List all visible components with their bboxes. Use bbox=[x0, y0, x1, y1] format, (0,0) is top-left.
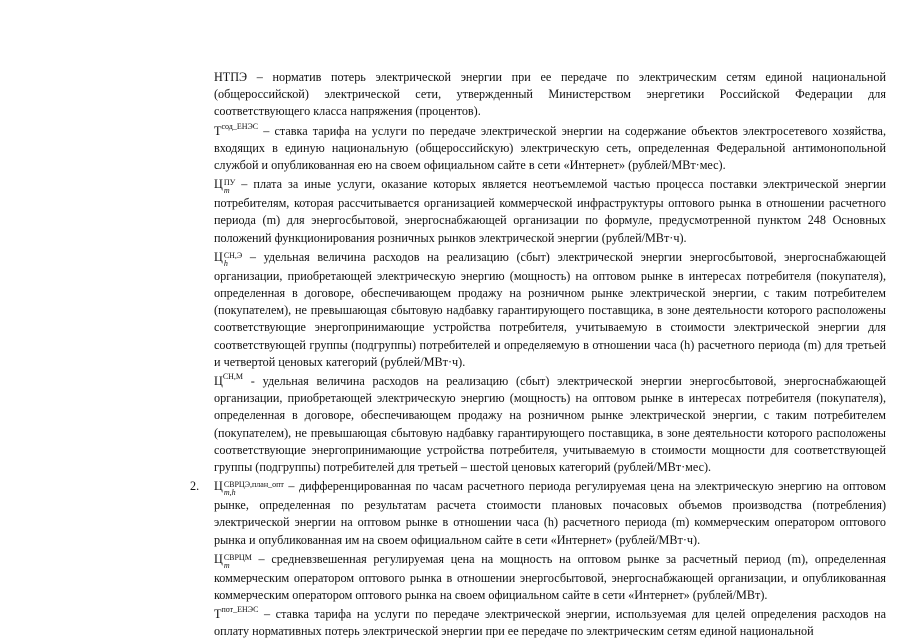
symbol-superscript: СВРЦМ bbox=[223, 552, 252, 562]
list-number: 2. bbox=[190, 479, 200, 494]
definition-text: – удельная величина расходов на реализацию (сбыт) электрической энергии энергосбытовой, энергоснабжающей организации, приобретающей электрическую энергию (мощность) на оптовом рынке в интересах потребителя (покупателя), определенная в договоре, обеспечивающем продажу на розничном рынке электрической энергии, с таким потребителем (покупателем), не превышающая сбытовую надбавку гарантирующего поставщика, в зоне деятельности которого расположены соответствующие энергопринимающие устройства потребителя, учитываемую в стоимости электрической энергии для соответствующей группы (подгруппы) потребителей и определяемую в отношении часа (h) расчетного периода (m) для третьей и четвертой ценовых категорий (рублей/МВт·ч). bbox=[214, 249, 886, 369]
definition-c-svrce-plan-opt bbox=[190, 478, 886, 549]
definition-text: – плата за иные услуги, оказание которых является неотъемлемой частью процесса поставки электрической энергии потребителям, которая рассчитывается организацией коммерческой инфраструктуры оптового рынка в отношении расчетного периода (m) для энергосбытовой, энергоснабжающей организации по формуле, предусмотренной пунктом 248 Основных положений функционирования розничных рынков электрической энергии (рублей/МВт·ч). bbox=[214, 177, 886, 245]
symbol-superscript: СВРЦЭ,план_опт bbox=[223, 480, 284, 490]
symbol-superscript: ПУ bbox=[223, 178, 236, 188]
symbol: Т bbox=[214, 607, 222, 622]
symbol-subscript: m,h bbox=[223, 488, 236, 498]
definition-t-sod-enes bbox=[214, 123, 886, 175]
symbol: Ц bbox=[214, 479, 223, 494]
definition-c-pu bbox=[214, 176, 886, 247]
definition-text: – ставка тарифа на услуги по передаче электрической энергии на содержание объектов электросетевого хозяйства, входящих в единую национальную (общероссийскую) электрическую сеть, определенная Федеральной антимонопольной службой и опубликованная ею на своем официальном сайте в сети «Интернет» (рублей/МВт·мес). bbox=[214, 123, 886, 173]
definition-c-sn-e bbox=[214, 249, 886, 371]
symbol-superscript: пот_ЕНЭС bbox=[221, 605, 259, 615]
symbol-superscript: СН,М bbox=[222, 371, 244, 381]
definition-text: – средневзвешенная регулируемая цена на мощность на оптовом рынке за расчетный период (m), определенная коммерческим оператором оптового рынка в отношении энергосбытовой, энергоснабжающей организации, и опубликованная коммерческим оператором оптового рынка на своем официальном сайте в сети «Интернет» (рублей/МВт). bbox=[214, 551, 886, 603]
definition-text: – ставка тарифа на услуги по передаче электрической энергии, используемая для целей определения расходов на оплату нормативных потерь электрической энергии при ее передаче по электрическим сетям единой национальной bbox=[214, 607, 886, 639]
symbol-subscript: h bbox=[223, 258, 228, 268]
symbol-superscript: сод_ЕНЭС bbox=[221, 121, 259, 131]
symbol-superscript: СН,Э bbox=[223, 250, 243, 260]
symbol-subscript: m bbox=[223, 560, 230, 570]
document-body bbox=[190, 69, 886, 641]
definition-text: - удельная величина расходов на реализацию (сбыт) электрической энергии энергосбытовой, энергоснабжающей организации, приобретающей электрическую энергию (мощность) на оптовом рынке в интересах потребителя (покупателя), определенная в договоре, обеспечивающем продажу на розничном рынке электрической энергии, с таким потребителем (покупателем), не превышающая сбытовую надбавку гарантирующего поставщика, в зоне деятельности которого расположены соответствующие энергопринимающие устройства потребителя, учитываемую в стоимости мощности для соответствующей группы (подгруппы) потребителей для третьей – шестой ценовых категорий (рублей/МВт·мес). bbox=[214, 374, 886, 475]
symbol: Ц bbox=[214, 551, 223, 566]
definition-t-pot-enes bbox=[214, 606, 886, 640]
symbol-subscript: m bbox=[223, 186, 230, 196]
symbol: Ц bbox=[214, 249, 223, 264]
definition-c-sn-m bbox=[214, 373, 886, 476]
symbol: Ц bbox=[214, 177, 223, 192]
definition-text: – дифференцированная по часам расчетного периода регулируемая цена на электрическую энергию на оптовом рынке, определенная по результатам расчета стоимости плановых почасовых объемов производства (потребления) электрической энергии на оптовом рынке в отношении часа (h) расчетного периода (m) коммерческим оператором оптового рынка и опубликованная им на своем официальном сайте в сети «Интернет» (рублей/МВт·ч). bbox=[214, 479, 886, 547]
definition-c-svrcm bbox=[214, 551, 886, 604]
definition-text: – норматив потерь электрической энергии при ее передаче по электрическим сетям единой национальной (общероссийской) электрической сети, утвержденный Министерством энергетики Российской Федерации для соответствующего класса напряжения (процентов). bbox=[214, 70, 886, 119]
definition-ntpe bbox=[214, 69, 886, 121]
symbol: Ц bbox=[214, 374, 223, 389]
symbol: НТПЭ bbox=[214, 70, 248, 84]
symbol: Т bbox=[214, 123, 222, 138]
